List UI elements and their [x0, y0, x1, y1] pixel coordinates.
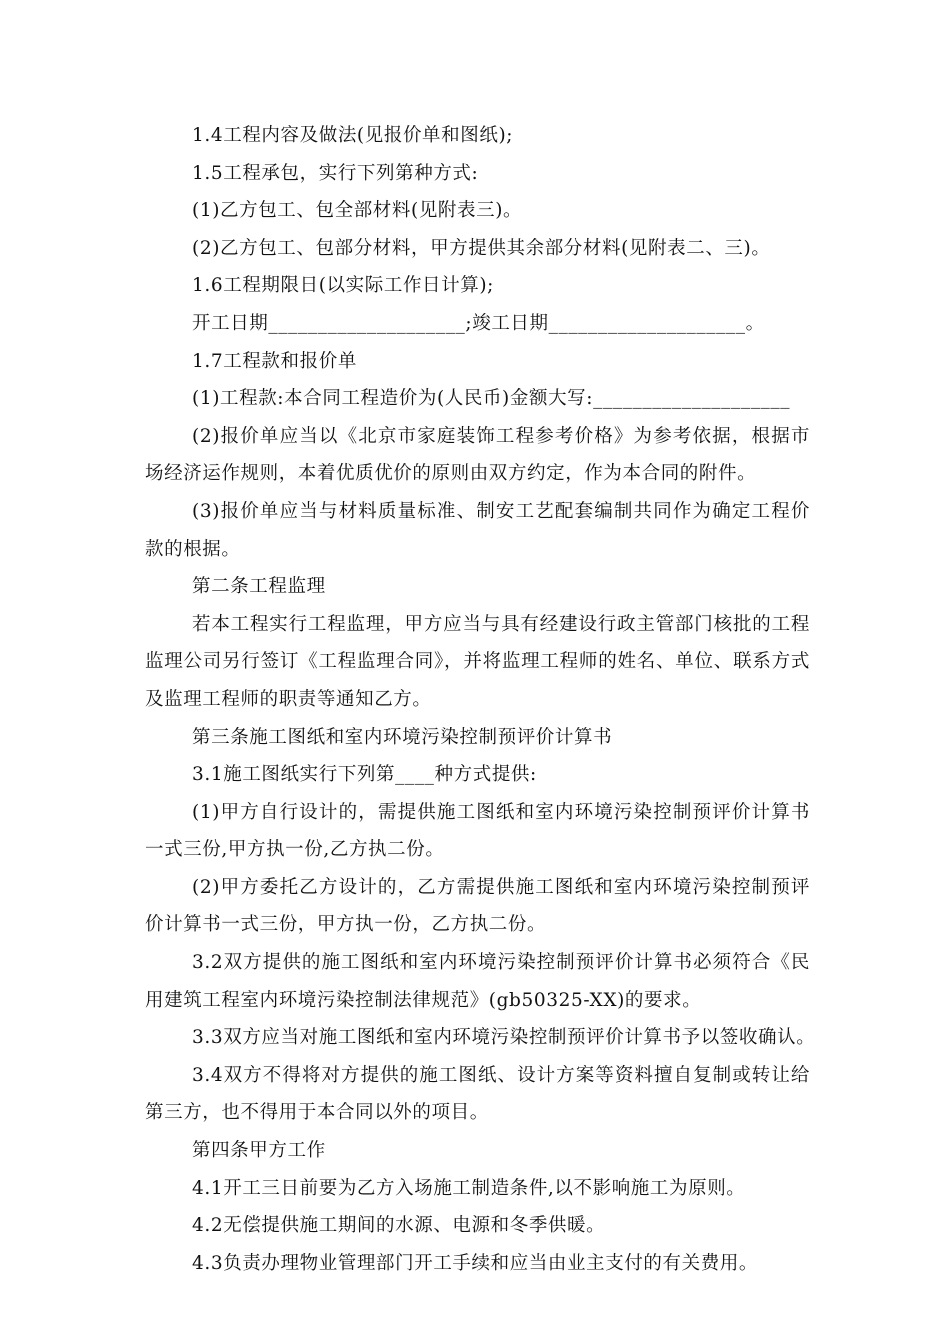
- clause-3-3: 3.3双方应当对施工图纸和室内环境污染控制预评价计算书予以签收确认。: [192, 1027, 816, 1049]
- clause-1-7-item-2: (2)报价单应当以《北京市家庭装饰工程参考价格》为参考依据，根据市场经济运作规则，本着优质优价的原则由双方约定，作为本合同的附件。: [145, 425, 810, 485]
- clause-1-6: 1.6工程期限日(以实际工作日计算);: [192, 275, 494, 297]
- contract-body: [145, 117, 816, 1282]
- clause-1-7: 1.7工程款和报价单: [192, 350, 357, 372]
- start-end-date-line: 开工日期____________________;竣工日期____________________。: [192, 312, 765, 334]
- article-2-heading: 第二条工程监理: [192, 576, 326, 598]
- article-4-heading: 第四条甲方工作: [192, 1140, 326, 1162]
- article-3-heading: 第三条施工图纸和室内环境污染控制预评价计算书: [192, 726, 613, 748]
- clause-1-5: 1.5工程承包，实行下列第种方式:: [192, 162, 479, 184]
- article-2-body: 若本工程实行工程监理，甲方应当与具有经建设行政主管部门核批的工程监理公司另行签订《工程监理合同》，并将监理工程师的姓名、单位、联系方式及监理工程师的职责等通知乙方。: [145, 613, 810, 710]
- clause-4-1: 4.1开工三日前要为乙方入场施工制造条件,以不影响施工为原则。: [192, 1177, 746, 1199]
- clause-3-1: 3.1施工图纸实行下列第____种方式提供:: [192, 764, 537, 786]
- clause-3-1-option-2: (2)甲方委托乙方设计的，乙方需提供施工图纸和室内环境污染控制预评价计算书一式三份，甲方执一份，乙方执二份。: [145, 876, 810, 936]
- clause-1-4: 1.4工程内容及做法(见报价单和图纸);: [192, 125, 514, 146]
- clause-3-2: 3.2双方提供的施工图纸和室内环境污染控制预评价计算书必须符合《民用建筑工程室内环境污染控制法律规范》(gb50325-XX)的要求。: [145, 952, 810, 1011]
- clause-1-7-item-1: (1)工程款:本合同工程造价为(人民币)金额大写:____________________: [192, 388, 791, 410]
- clause-1-7-item-3: (3)报价单应当与材料质量标准、制安工艺配套编制共同作为确定工程价款的根据。: [145, 500, 810, 560]
- clause-3-1-option-1: (1)甲方自行设计的，需提供施工图纸和室内环境污染控制预评价计算书一式三份,甲方执一份,乙方执二份。: [145, 801, 810, 861]
- clause-1-5-option-2: (2)乙方包工、包部分材料，甲方提供其余部分材料(见附表二、三)。: [192, 237, 771, 259]
- clause-4-3: 4.3负责办理物业管理部门开工手续和应当由业主支付的有关费用。: [192, 1252, 759, 1274]
- clause-4-2: 4.2无偿提供施工期间的水源、电源和冬季供暖。: [192, 1215, 606, 1237]
- clause-3-4: 3.4双方不得将对方提供的施工图纸、设计方案等资料擅自复制或转让给第三方，也不得用于本合同以外的项目。: [145, 1064, 810, 1124]
- clause-1-5-option-1: (1)乙方包工、包全部材料(见附表三)。: [192, 200, 523, 222]
